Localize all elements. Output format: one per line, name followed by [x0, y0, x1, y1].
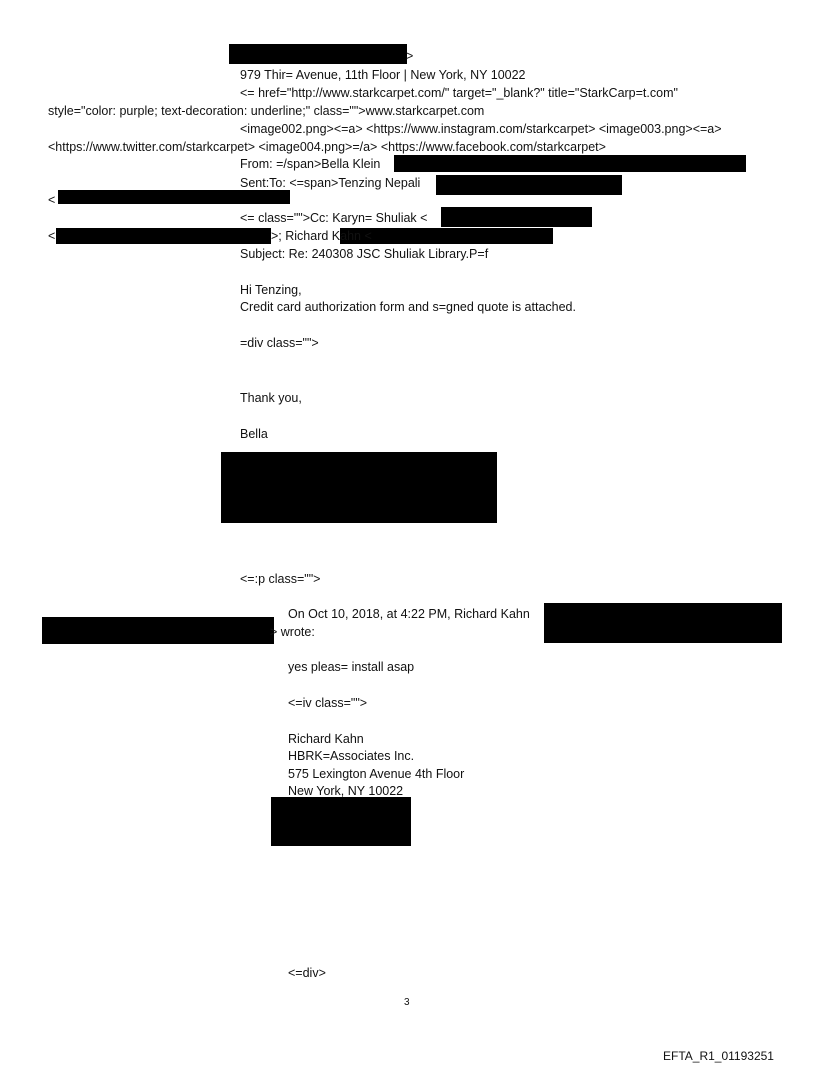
cc-line: <= class="">Cc: Karyn= Shuliak < [240, 211, 428, 225]
signature-city: New York, NY 10022 [288, 784, 404, 798]
cc-continuation: >; Richard Kahn < [271, 229, 372, 243]
thanks-text: Thank you, [240, 391, 302, 405]
cc-continuation-lead: < [48, 229, 56, 243]
href-line: <= href="http://www.starkcarpet.com/" target="_blank?" title="StarkCarp=t.com" [240, 86, 678, 100]
sent-to-continuation: < [48, 193, 56, 207]
redaction-block [394, 155, 746, 172]
signature-address: 575 Lexington Avenue 4th Floor [288, 767, 465, 781]
redaction-block [340, 228, 553, 244]
redaction-block [271, 797, 411, 846]
end-div-markup: <=div> [288, 966, 326, 980]
signature-name: Richard Kahn [288, 732, 364, 746]
redaction-block [221, 452, 497, 523]
signature-company: HBRK=Associates Inc. [288, 749, 415, 763]
redaction-block [436, 175, 622, 195]
document-id: EFTA_R1_01193251 [663, 1049, 774, 1063]
page-number: 3 [404, 997, 410, 1008]
quote-header-end: > wrote: [270, 625, 315, 639]
redaction-block [544, 603, 782, 643]
redaction-block [58, 190, 290, 204]
subject-line: Subject: Re: 240308 JSC Shuliak Library.P=f [240, 247, 489, 261]
body-text: Credit card authorization form and s=gned quote is attached. [240, 300, 576, 314]
quote-div-markup: <=iv class=""> [288, 696, 368, 710]
greeting: Hi Tenzing, [240, 283, 302, 297]
image-links-line: <image002.png><=a> <https://www.instagram.com/starkcarpet> <image003.png><=a> [240, 122, 722, 136]
signoff-text: Bella [240, 427, 268, 441]
image-links-line-cont: <https://www.twitter.com/starkcarpet> <image004.png>=/a> <https://www.facebook.com/starkcarpet> [48, 140, 606, 154]
redaction-block [441, 207, 592, 227]
redaction-block [229, 44, 407, 64]
redaction-block [42, 617, 274, 644]
div-markup: =div class=""> [240, 336, 319, 350]
address-line: 979 Thir= Avenue, 11th Floor | New York, NY 10022 [240, 68, 526, 82]
from-line: From: =/span>Bella Klein [240, 157, 381, 171]
p-class-markup: <=:p class=""> [240, 572, 321, 586]
quote-header: On Oct 10, 2018, at 4:22 PM, Richard Kahn [288, 607, 530, 621]
sent-to-line: Sent:To: <=span>Tenzing Nepali [240, 176, 421, 190]
href-style-line: style="color: purple; text-decoration: underline;" class="">www.starkcarpet.com [48, 104, 485, 118]
quote-body: yes pleas= install asap [288, 660, 415, 674]
signature-tail: > [406, 49, 414, 63]
redaction-block [56, 228, 271, 244]
